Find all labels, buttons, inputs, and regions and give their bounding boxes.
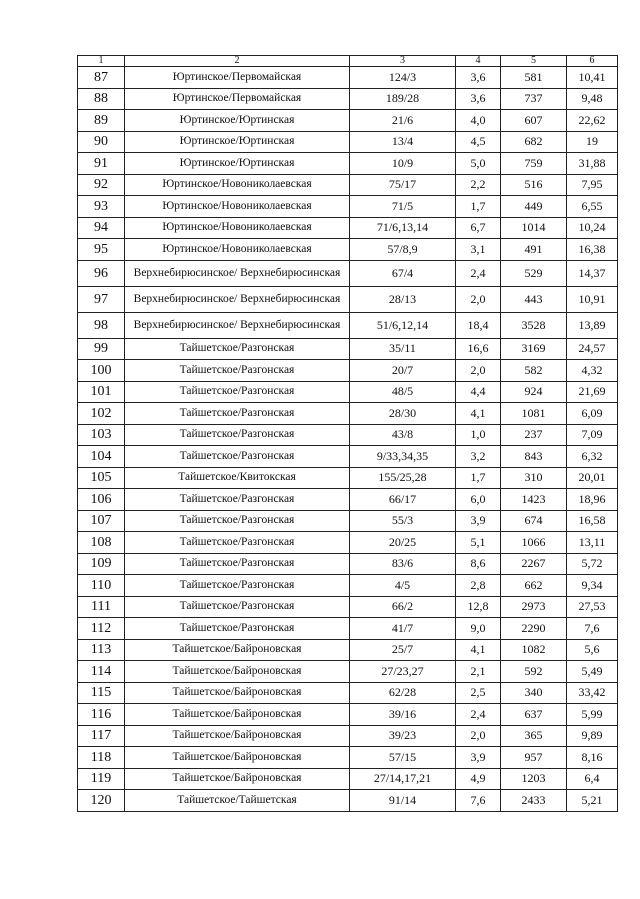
row-number-cell: 96 [78,260,125,286]
value-cell-col5: 340 [501,682,567,704]
value-cell-col4: 2,0 [456,286,501,312]
value-cell-col4: 7,6 [456,790,501,812]
location-cell: Тайшетское/Байроновская [125,682,350,704]
row-number-cell: 110 [78,575,125,597]
value-cell-col5: 637 [501,704,567,726]
location-cell: Тайшетское/Байроновская [125,725,350,747]
value-cell-col5: 674 [501,510,567,532]
value-cell-col4: 9,0 [456,618,501,640]
value-cell-col4: 1,7 [456,467,501,489]
value-cell-col5: 682 [501,131,567,153]
column-header: 3 [350,56,456,67]
table-row [78,575,618,597]
parcel-cell: 39/16 [350,704,456,726]
row-number-cell: 113 [78,639,125,661]
location-cell: Юртинское/Новониколаевская [125,174,350,196]
location-cell: Тайшетское/Байроновская [125,639,350,661]
value-cell-col4: 3,9 [456,747,501,769]
data-table [77,55,618,812]
table-row [78,768,618,790]
row-number-cell: 98 [78,312,125,338]
value-cell-col4: 3,2 [456,446,501,468]
parcel-cell: 66/17 [350,489,456,511]
value-cell-col4: 4,1 [456,639,501,661]
value-cell-col5: 2433 [501,790,567,812]
value-cell-col4: 2,0 [456,360,501,382]
row-number-cell: 108 [78,532,125,554]
table-row [78,217,618,239]
parcel-cell: 51/6,12,14 [350,312,456,338]
row-number-cell: 90 [78,131,125,153]
location-cell: Тайшетское/Тайшетская [125,790,350,812]
value-cell-col5: 662 [501,575,567,597]
location-cell: Тайшетское/Разгонская [125,360,350,382]
value-cell-col5: 1203 [501,768,567,790]
value-cell-col6: 6,55 [567,196,618,218]
table-row [78,424,618,446]
table-row [78,338,618,360]
row-number-cell: 119 [78,768,125,790]
parcel-cell: 71/5 [350,196,456,218]
table-row [78,639,618,661]
parcel-cell: 28/13 [350,286,456,312]
value-cell-col5: 843 [501,446,567,468]
table-body [78,67,618,812]
table-row [78,661,618,683]
row-number-cell: 106 [78,489,125,511]
row-number-cell: 111 [78,596,125,618]
value-cell-col4: 4,5 [456,131,501,153]
value-cell-col5: 3169 [501,338,567,360]
value-cell-col5: 237 [501,424,567,446]
parcel-cell: 75/17 [350,174,456,196]
location-cell: Тайшетское/Байроновская [125,661,350,683]
location-cell: Тайшетское/Разгонская [125,532,350,554]
parcel-cell: 189/28 [350,88,456,110]
value-cell-col6: 6,32 [567,446,618,468]
parcel-cell: 83/6 [350,553,456,575]
value-cell-col4: 2,2 [456,174,501,196]
value-cell-col6: 18,96 [567,489,618,511]
location-cell: Тайшетское/Разгонская [125,403,350,425]
table-row [78,260,618,286]
parcel-cell: 43/8 [350,424,456,446]
table-row [78,467,618,489]
value-cell-col5: 2267 [501,553,567,575]
column-header: 5 [501,56,567,67]
value-cell-col5: 581 [501,67,567,89]
location-cell: Тайшетское/Квитокская [125,467,350,489]
value-cell-col6: 22,62 [567,110,618,132]
row-number-cell: 99 [78,338,125,360]
parcel-cell: 155/25,28 [350,467,456,489]
location-cell: Верхнебирюсинское/ Верхнебирюсинская [125,260,350,286]
location-cell: Юртинское/Новониколаевская [125,196,350,218]
row-number-cell: 87 [78,67,125,89]
table-row [78,381,618,403]
row-number-cell: 102 [78,403,125,425]
row-number-cell: 91 [78,153,125,175]
location-cell: Тайшетское/Разгонская [125,596,350,618]
table-row [78,596,618,618]
value-cell-col5: 516 [501,174,567,196]
row-number-cell: 92 [78,174,125,196]
parcel-cell: 66/2 [350,596,456,618]
value-cell-col6: 10,24 [567,217,618,239]
location-cell: Тайшетское/Разгонская [125,424,350,446]
value-cell-col6: 5,99 [567,704,618,726]
value-cell-col6: 27,53 [567,596,618,618]
table-row [78,312,618,338]
row-number-cell: 115 [78,682,125,704]
value-cell-col5: 759 [501,153,567,175]
value-cell-col5: 1066 [501,532,567,554]
location-cell: Тайшетское/Разгонская [125,381,350,403]
location-cell: Юртинское/Юртинская [125,110,350,132]
parcel-cell: 57/15 [350,747,456,769]
value-cell-col6: 10,41 [567,67,618,89]
location-cell: Тайшетское/Разгонская [125,618,350,640]
row-number-cell: 95 [78,239,125,261]
value-cell-col6: 7,09 [567,424,618,446]
table-row [78,704,618,726]
value-cell-col4: 5,0 [456,153,501,175]
table-row [78,510,618,532]
column-header: 1 [78,56,125,67]
value-cell-col4: 3,1 [456,239,501,261]
value-cell-col6: 4,32 [567,360,618,382]
row-number-cell: 120 [78,790,125,812]
location-cell: Тайшетское/Разгонская [125,575,350,597]
parcel-cell: 10/9 [350,153,456,175]
value-cell-col4: 3,6 [456,67,501,89]
row-number-cell: 112 [78,618,125,640]
parcel-cell: 48/5 [350,381,456,403]
parcel-cell: 35/11 [350,338,456,360]
value-cell-col4: 2,0 [456,725,501,747]
value-cell-col4: 5,1 [456,532,501,554]
parcel-cell: 9/33,34,35 [350,446,456,468]
value-cell-col6: 9,89 [567,725,618,747]
location-cell: Верхнебирюсинское/ Верхнебирюсинская [125,312,350,338]
value-cell-col6: 5,49 [567,661,618,683]
location-cell: Тайшетское/Разгонская [125,338,350,360]
value-cell-col4: 4,1 [456,403,501,425]
row-number-cell: 97 [78,286,125,312]
table-row [78,553,618,575]
value-cell-col5: 957 [501,747,567,769]
value-cell-col4: 6,7 [456,217,501,239]
value-cell-col6: 6,09 [567,403,618,425]
value-cell-col6: 20,01 [567,467,618,489]
value-cell-col5: 1082 [501,639,567,661]
value-cell-col5: 365 [501,725,567,747]
value-cell-col6: 13,89 [567,312,618,338]
location-cell: Юртинское/Юртинская [125,153,350,175]
value-cell-col5: 1014 [501,217,567,239]
value-cell-col4: 2,8 [456,575,501,597]
table-row [78,153,618,175]
column-header: 6 [567,56,618,67]
parcel-cell: 57/8,9 [350,239,456,261]
row-number-cell: 88 [78,88,125,110]
location-cell: Тайшетское/Байроновская [125,747,350,769]
parcel-cell: 55/3 [350,510,456,532]
location-cell: Юртинское/Новониколаевская [125,217,350,239]
row-number-cell: 114 [78,661,125,683]
table-row [78,286,618,312]
parcel-cell: 124/3 [350,67,456,89]
value-cell-col6: 5,6 [567,639,618,661]
value-cell-col4: 1,0 [456,424,501,446]
value-cell-col5: 443 [501,286,567,312]
parcel-cell: 67/4 [350,260,456,286]
location-cell: Тайшетское/Разгонская [125,489,350,511]
row-number-cell: 117 [78,725,125,747]
value-cell-col6: 5,21 [567,790,618,812]
value-cell-col4: 4,9 [456,768,501,790]
value-cell-col6: 5,72 [567,553,618,575]
value-cell-col5: 582 [501,360,567,382]
value-cell-col6: 21,69 [567,381,618,403]
parcel-cell: 4/5 [350,575,456,597]
column-header: 4 [456,56,501,67]
table-row [78,174,618,196]
row-number-cell: 104 [78,446,125,468]
table-row [78,88,618,110]
location-cell: Юртинское/Первомайская [125,88,350,110]
parcel-cell: 20/25 [350,532,456,554]
value-cell-col5: 2973 [501,596,567,618]
row-number-cell: 109 [78,553,125,575]
value-cell-col4: 8,6 [456,553,501,575]
value-cell-col4: 4,4 [456,381,501,403]
value-cell-col4: 3,6 [456,88,501,110]
table-row [78,360,618,382]
value-cell-col4: 18,4 [456,312,501,338]
table-row [78,239,618,261]
value-cell-col6: 7,6 [567,618,618,640]
value-cell-col4: 1,7 [456,196,501,218]
value-cell-col4: 6,0 [456,489,501,511]
parcel-cell: 91/14 [350,790,456,812]
value-cell-col6: 24,57 [567,338,618,360]
column-header: 2 [125,56,350,67]
table-row [78,618,618,640]
value-cell-col6: 19 [567,131,618,153]
value-cell-col6: 13,11 [567,532,618,554]
value-cell-col5: 1423 [501,489,567,511]
value-cell-col6: 16,58 [567,510,618,532]
table-row [78,403,618,425]
location-cell: Юртинское/Первомайская [125,67,350,89]
parcel-cell: 27/23,27 [350,661,456,683]
value-cell-col5: 924 [501,381,567,403]
value-cell-col5: 529 [501,260,567,286]
value-cell-col4: 2,1 [456,661,501,683]
value-cell-col6: 31,88 [567,153,618,175]
value-cell-col4: 2,4 [456,260,501,286]
row-number-cell: 116 [78,704,125,726]
table-row [78,682,618,704]
value-cell-col4: 2,4 [456,704,501,726]
table-row [78,446,618,468]
header-row [78,56,618,67]
value-cell-col5: 3528 [501,312,567,338]
value-cell-col6: 9,48 [567,88,618,110]
value-cell-col5: 449 [501,196,567,218]
parcel-cell: 27/14,17,21 [350,768,456,790]
row-number-cell: 107 [78,510,125,532]
row-number-cell: 94 [78,217,125,239]
value-cell-col5: 310 [501,467,567,489]
location-cell: Верхнебирюсинское/ Верхнебирюсинская [125,286,350,312]
value-cell-col6: 10,91 [567,286,618,312]
parcel-cell: 20/7 [350,360,456,382]
value-cell-col4: 16,6 [456,338,501,360]
value-cell-col4: 2,5 [456,682,501,704]
parcel-cell: 25/7 [350,639,456,661]
value-cell-col6: 16,38 [567,239,618,261]
table-row [78,790,618,812]
row-number-cell: 100 [78,360,125,382]
row-number-cell: 89 [78,110,125,132]
value-cell-col6: 8,16 [567,747,618,769]
value-cell-col5: 1081 [501,403,567,425]
row-number-cell: 118 [78,747,125,769]
table-row [78,196,618,218]
table-row [78,489,618,511]
row-number-cell: 105 [78,467,125,489]
parcel-cell: 41/7 [350,618,456,640]
table-row [78,532,618,554]
parcel-cell: 62/28 [350,682,456,704]
row-number-cell: 101 [78,381,125,403]
value-cell-col5: 2290 [501,618,567,640]
table-row [78,110,618,132]
row-number-cell: 93 [78,196,125,218]
value-cell-col6: 6,4 [567,768,618,790]
parcel-cell: 39/23 [350,725,456,747]
location-cell: Тайшетское/Байроновская [125,704,350,726]
table-row [78,747,618,769]
value-cell-col6: 7,95 [567,174,618,196]
value-cell-col4: 4,0 [456,110,501,132]
value-cell-col6: 14,37 [567,260,618,286]
location-cell: Тайшетское/Разгонская [125,510,350,532]
value-cell-col6: 33,42 [567,682,618,704]
location-cell: Юртинское/Новониколаевская [125,239,350,261]
parcel-cell: 71/6,13,14 [350,217,456,239]
value-cell-col5: 607 [501,110,567,132]
value-cell-col4: 12,8 [456,596,501,618]
location-cell: Тайшетское/Разгонская [125,446,350,468]
row-number-cell: 103 [78,424,125,446]
value-cell-col6: 9,34 [567,575,618,597]
parcel-cell: 13/4 [350,131,456,153]
parcel-cell: 21/6 [350,110,456,132]
value-cell-col5: 737 [501,88,567,110]
table-row [78,725,618,747]
location-cell: Тайшетское/Разгонская [125,553,350,575]
value-cell-col4: 3,9 [456,510,501,532]
location-cell: Юртинское/Юртинская [125,131,350,153]
location-cell: Тайшетское/Байроновская [125,768,350,790]
value-cell-col5: 491 [501,239,567,261]
table-row [78,67,618,89]
value-cell-col5: 592 [501,661,567,683]
parcel-cell: 28/30 [350,403,456,425]
table-row [78,131,618,153]
